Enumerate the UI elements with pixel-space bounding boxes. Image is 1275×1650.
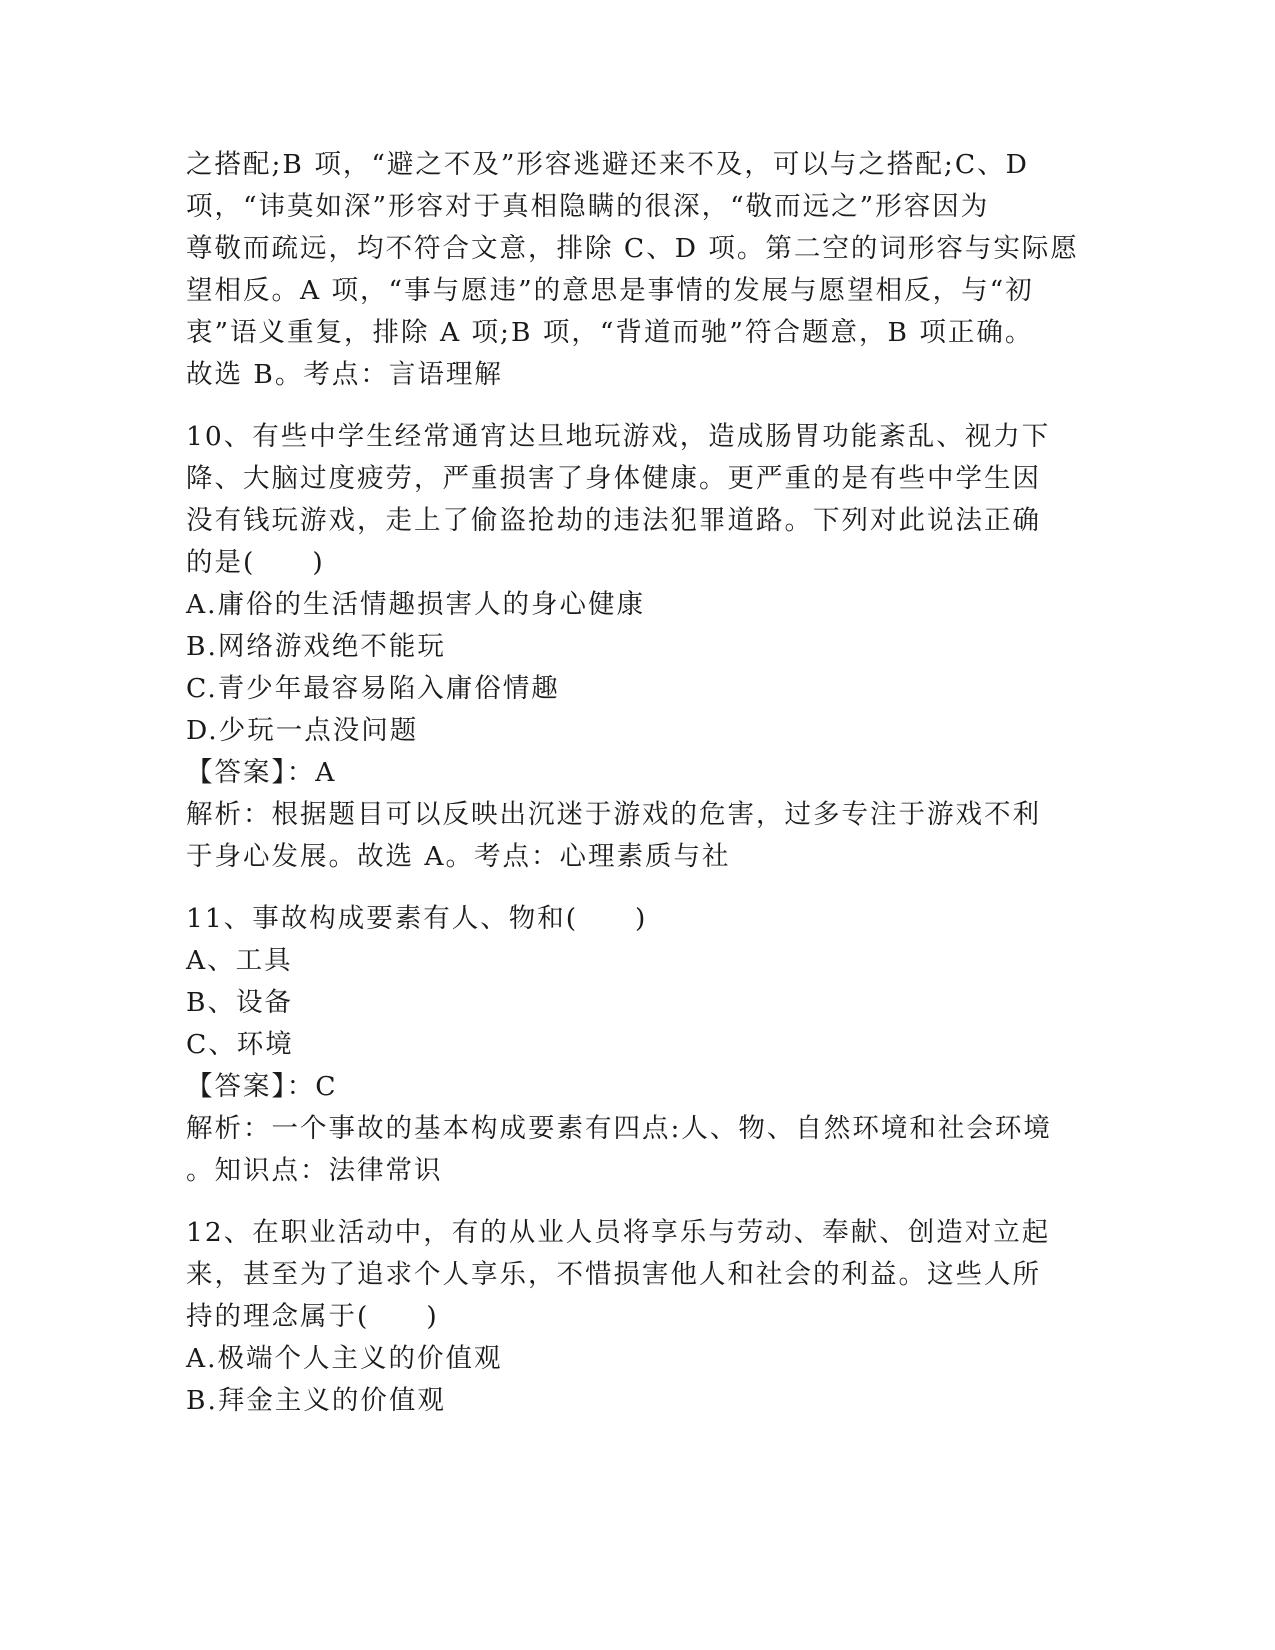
question-stem-line: 降、大脑过度疲劳，严重损害了身体健康。更严重的是有些中学生因: [186, 463, 1041, 494]
question-11: [186, 898, 1066, 1192]
question-stem-line: 11、事故构成要素有人、物和( ): [186, 903, 648, 934]
analysis-line: 故选 B。考点：言语理解: [186, 359, 503, 390]
question-stem-line: 的是( ): [186, 547, 325, 578]
option-a: A.庸俗的生活情趣损害人的身心健康: [186, 589, 646, 620]
document-page: [186, 144, 1079, 1422]
question-stem-line: 没有钱玩游戏，走上了偷盗抢劫的违法犯罪道路。下列对此说法正确: [186, 505, 1041, 536]
question-stem-line: 10、有些中学生经常通宵达旦地玩游戏，造成肠胃功能紊乱、视力下: [186, 421, 1051, 452]
question-stem-line: 来，甚至为了追求个人享乐，不惜损害他人和社会的利益。这些人所: [186, 1259, 1041, 1290]
option-d: D.少玩一点没问题: [186, 715, 419, 746]
analysis-line: 项，“讳莫如深”形容对于真相隐瞒的很深，“敬而远之”形容因为: [186, 191, 990, 222]
analysis-line: 解析：一个事故的基本构成要素有四点:人、物、自然环境和社会环境: [186, 1113, 1052, 1144]
option-b: B、设备: [186, 987, 293, 1018]
option-c: C.青少年最容易陷入庸俗情趣: [186, 673, 560, 704]
answer: 【答案】：A: [186, 757, 337, 788]
answer: 【答案】：C: [186, 1071, 338, 1102]
analysis-line: 于身心发展。故选 A。考点：心理素质与社: [186, 841, 731, 872]
option-a: A、工具: [186, 945, 293, 976]
analysis-line: 。知识点：法律常识: [186, 1155, 443, 1186]
previous-analysis: [186, 144, 1079, 396]
analysis-line: 之搭配;B 项，“避之不及”形容逃避还来不及，可以与之搭配;C、D: [186, 149, 1029, 180]
question-stem-line: 持的理念属于( ): [186, 1301, 439, 1332]
option-b: B.拜金主义的价值观: [186, 1385, 446, 1416]
question-10: [186, 416, 1066, 878]
analysis-line: 望相反。A 项，“事与愿违”的意思是事情的发展与愿望相反，与“初: [186, 275, 1034, 306]
analysis-line: 衷”语义重复，排除 A 项;B 项，“背道而驰”符合题意，B 项正确。: [186, 317, 1034, 348]
option-a: A.极端个人主义的价值观: [186, 1343, 503, 1374]
analysis-line: 尊敬而疏远，均不符合文意，排除 C、D 项。第二空的词形容与实际愿: [186, 233, 1079, 264]
option-b: B.网络游戏绝不能玩: [186, 631, 446, 662]
question-12: [186, 1212, 1066, 1422]
analysis-line: 解析：根据题目可以反映出沉迷于游戏的危害，过多专注于游戏不利: [186, 799, 1041, 830]
option-c: C、环境: [186, 1029, 294, 1060]
question-stem-line: 12、在职业活动中，有的从业人员将享乐与劳动、奉献、创造对立起: [186, 1217, 1051, 1248]
